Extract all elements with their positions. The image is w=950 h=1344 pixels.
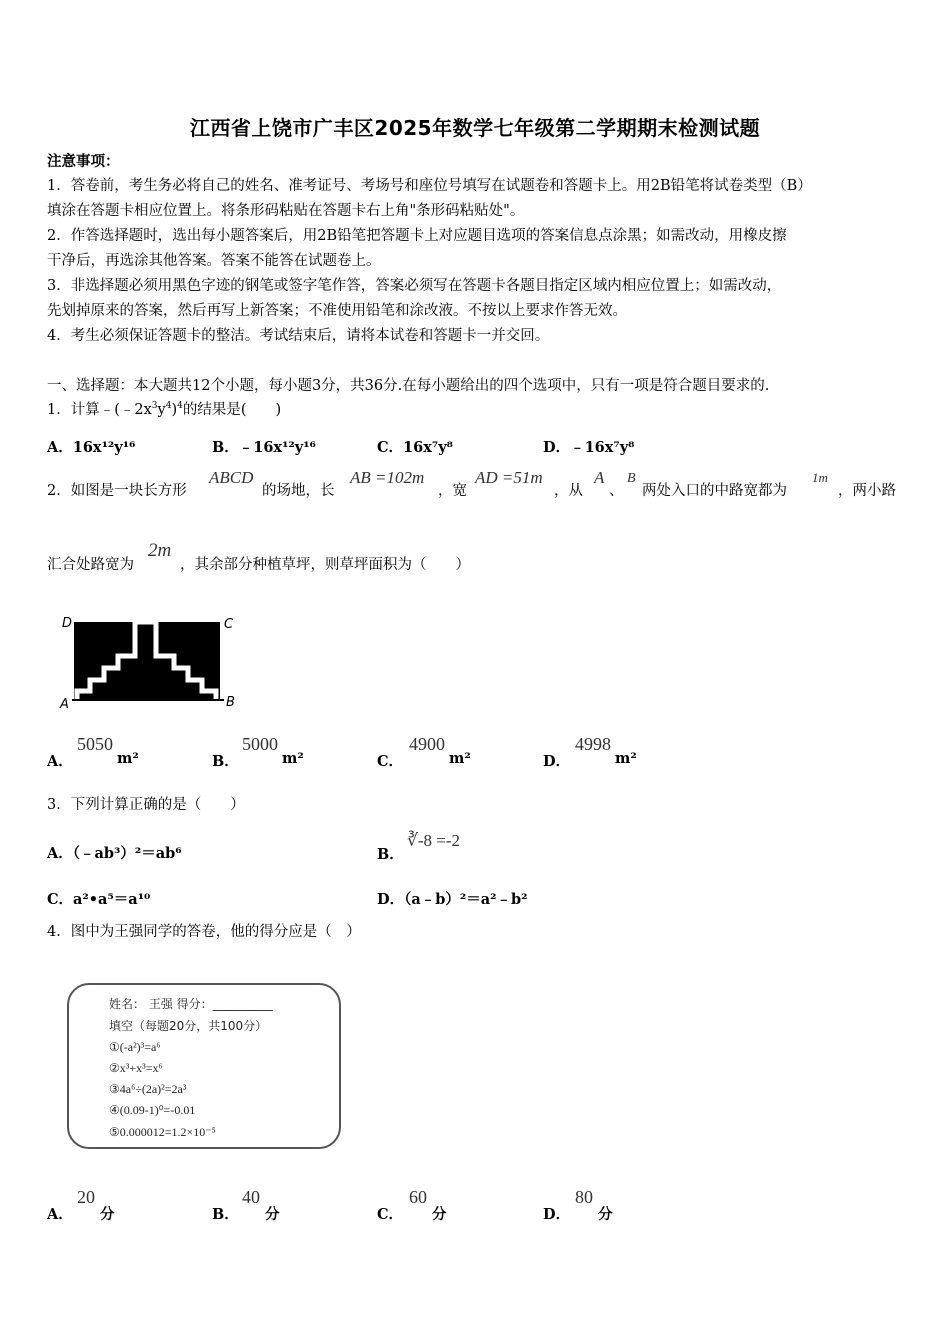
notice-line: 填涂在答题卡相应位置上。将条形码粘贴在答题卡右上角"条形码粘贴处"。 — [47, 203, 525, 219]
q1-option-d[interactable]: D．﹣16x⁷y⁸ — [543, 439, 635, 456]
q1-option-b[interactable]: B．﹣16x¹²y¹⁶ — [212, 439, 316, 456]
label-c: C — [224, 617, 234, 632]
q2-option-a-unit: m² — [117, 750, 139, 767]
sheet-line: ②x³+x³=x⁶ — [109, 1061, 163, 1075]
sheet-line: 姓名： 王强 得分：__________ — [109, 997, 273, 1011]
sheet-line: 填空（每题20分，共100分） — [109, 1019, 268, 1033]
q2-math: 2m — [148, 540, 172, 561]
q3-option-c[interactable]: C．a²•a⁵＝a¹⁰ — [47, 891, 151, 908]
q4-option-a-unit: 分 — [100, 1206, 115, 1223]
notice-line: 4．考生必须保证答题卡的整洁。考试结束后，请将本试卷和答题卡一并交回。 — [47, 328, 550, 344]
q2-math: ABCD — [209, 468, 254, 487]
q4-option-d-unit: 分 — [598, 1206, 613, 1223]
q4-option-d-label[interactable]: D． — [543, 1206, 571, 1223]
q2-text: ，其余部分种植草坪，则草坪面积为（ ） — [180, 557, 470, 573]
question-4-stem: 4．图中为王强同学的答卷，他的得分应是（ ） — [47, 924, 361, 940]
field-figure — [58, 612, 248, 712]
notice-heading: 注意事项： — [47, 153, 120, 170]
label-b: B — [226, 695, 235, 710]
q4-option-d-value: 80 — [575, 1187, 593, 1207]
q2-math: A — [594, 468, 605, 487]
q2-math: B — [627, 471, 636, 486]
q4-option-a-label[interactable]: A． — [47, 1206, 73, 1223]
q2-option-b-label[interactable]: B． — [212, 753, 239, 770]
q2-option-b-unit: m² — [282, 750, 304, 767]
label-a: A — [60, 697, 69, 712]
q2-text: 的场地，长 — [262, 483, 335, 499]
notice-line: 干净后，再选涂其他答案。答案不能答在试题卷上。 — [47, 253, 381, 269]
q2-text: 2．如图是一块长方形 — [47, 483, 187, 499]
q2-option-d-label[interactable]: D． — [543, 753, 571, 770]
question-1-stem: 1．计算$﹣(﹣2x^3y^4)^4$的结果是( ) — [47, 401, 282, 418]
q4-option-c-value: 60 — [409, 1187, 427, 1207]
q2-math: 1m — [812, 470, 828, 485]
q4-option-a-value: 20 — [77, 1187, 95, 1207]
q3-option-a[interactable]: A．（﹣ab³）²＝ab⁶ — [47, 845, 182, 862]
q2-option-d-unit: m² — [615, 750, 637, 767]
answer-sheet-image — [67, 983, 341, 1149]
notice-line: 1．答卷前，考生务必将自己的姓名、准考证号、考场号和座位号填写在试题卷和答题卡上。用2B铅笔将试卷类型（B） — [47, 178, 812, 194]
q2-text: 汇合处路宽为 — [47, 557, 134, 573]
q2-option-a-value: 5050 — [77, 734, 113, 754]
q4-option-b-value: 40 — [242, 1187, 260, 1207]
q2-option-d-value: 4998 — [575, 734, 611, 754]
q1-option-c[interactable]: C．16x⁷y⁸ — [377, 439, 453, 456]
section-heading: 一、选择题：本大题共12个小题，每小题3分，共36分.在每小题给出的四个选项中，只有一项是符合题目要求的. — [47, 378, 770, 394]
q2-option-c-label[interactable]: C． — [377, 753, 404, 770]
q2-option-c-unit: m² — [449, 750, 471, 767]
q2-text: 两处入口的中路宽都为 — [642, 483, 787, 499]
page-title: 江西省上饶市广丰区2025年数学七年级第二学期期末检测试题 — [189, 116, 761, 140]
notice-line: 2．作答选择题时，选出每小题答案后，用2B铅笔把答题卡上对应题目选项的答案信息点涂黑；如需改动，用橡皮擦 — [47, 228, 787, 244]
field-rect — [74, 622, 220, 700]
q2-option-b-value: 5000 — [242, 734, 278, 754]
label-d: D — [62, 616, 73, 631]
q2-option-a-label[interactable]: A． — [47, 753, 73, 770]
q3-option-b-label[interactable]: B． — [377, 846, 404, 863]
q4-option-b-label[interactable]: B． — [212, 1206, 239, 1223]
q2-math: AB =102m — [350, 468, 425, 487]
q2-option-c-value: 4900 — [409, 734, 445, 754]
q1-option-a[interactable]: A．16x¹²y¹⁶ — [47, 439, 136, 456]
q2-text: ，宽 — [438, 483, 467, 499]
q2-math: AD =51m — [475, 468, 543, 487]
q2-text: ，从 — [554, 483, 583, 499]
q4-option-c-unit: 分 — [432, 1206, 447, 1223]
sheet-line: ⑤0.000012=1.2×10⁻⁵ — [109, 1125, 216, 1139]
notice-line: 3．非选择题必须用黑色字迹的钢笔或签字笔作答，答案必须写在答题卡各题目指定区域内相应位置上；如需改动， — [47, 278, 782, 294]
sheet-line: ③4a⁶÷(2a)²=2a³ — [109, 1082, 187, 1096]
notice-line: 先划掉原来的答案，然后再写上新答案；不准使用铅笔和涂改液。不按以上要求作答无效。 — [47, 303, 627, 319]
q3-option-b-math: ∛-8 =-2 — [407, 831, 460, 850]
q3-option-d[interactable]: D．（a﹣b）²＝a²﹣b² — [377, 891, 528, 908]
q4-option-c-label[interactable]: C． — [377, 1206, 404, 1223]
q2-text: 、 — [609, 483, 624, 499]
question-3-stem: 3．下列计算正确的是（ ） — [47, 797, 245, 813]
q2-text: ，两小路 — [838, 483, 896, 499]
sheet-line: ①(-a²)³=a⁶ — [109, 1040, 161, 1054]
q4-option-b-unit: 分 — [265, 1206, 280, 1223]
sheet-line: ④(0.09-1)⁰=-0.01 — [109, 1103, 196, 1117]
